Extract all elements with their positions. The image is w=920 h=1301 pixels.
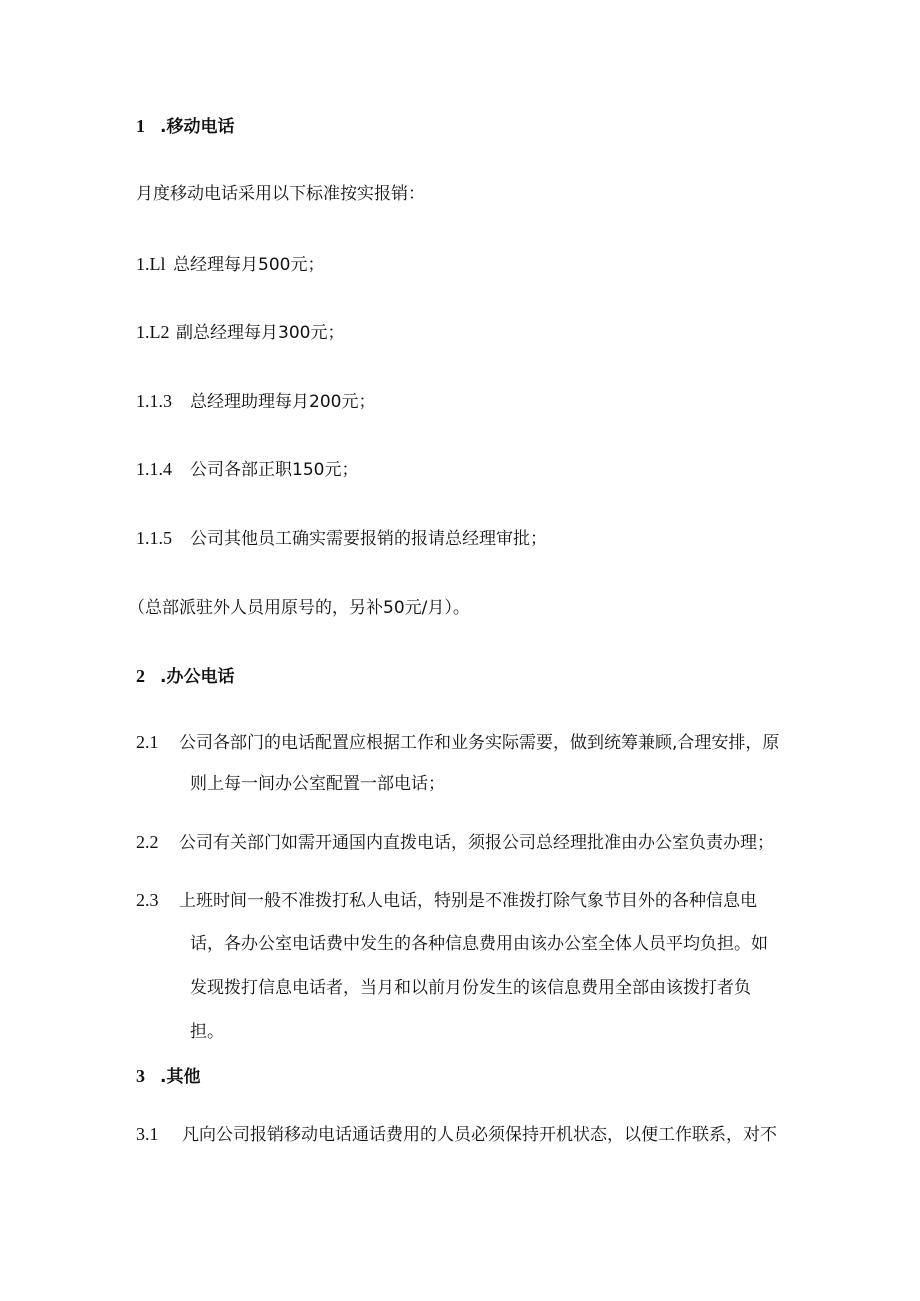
item-text: 总经理每月500元；	[173, 255, 325, 275]
section-title: .移动电话	[160, 117, 235, 137]
item-number: 1.L2	[136, 322, 170, 342]
item-text: 公司其他员工确实需要报销的报请总经理审批；	[190, 529, 547, 549]
section-number: 3	[136, 1066, 145, 1086]
item-text: 总经理助理每月200元；	[190, 392, 376, 412]
item-number: 1.Ll	[136, 254, 166, 274]
item-number: 1.1.3	[136, 391, 172, 411]
section-number: 1	[136, 116, 145, 136]
section-1-heading	[136, 114, 234, 139]
item-number: 2.2	[136, 832, 159, 852]
section-1-intro: 月度移动电话采用以下标准按实报销：	[136, 184, 425, 204]
list-item	[136, 526, 547, 551]
item-text: 凡向公司报销移动电话通话费用的人员必须保持开机状态，以便工作联系，对不	[182, 1125, 777, 1145]
section-title: .其他	[160, 1067, 201, 1087]
item-text: 上班时间一般不准拨打私人电话，特别是不准拨打除气象节目外的各种信息电	[179, 891, 757, 911]
item-continuation: 则上每一间办公室配置一部电话；	[190, 774, 445, 794]
item-continuation: 担。	[190, 1022, 224, 1042]
list-item	[136, 252, 324, 277]
item-number: 2.3	[136, 890, 159, 910]
item-continuation: 话，各办公室电话费中发生的各种信息费用由该办公室全体人员平均负担。如	[190, 934, 768, 954]
section-2-heading	[136, 664, 234, 689]
list-item	[136, 830, 774, 855]
section-title: .办公电话	[160, 667, 235, 687]
section-1-note: （总部派驻外人员用原号的，另补50元/月）。	[128, 598, 470, 618]
item-number: 1.1.4	[136, 459, 172, 479]
section-3-heading	[136, 1064, 200, 1089]
list-item	[136, 730, 779, 755]
item-continuation: 发现拨打信息电话者，当月和以前月份发生的该信息费用全部由该拨打者负	[190, 978, 751, 998]
item-number: 2.1	[136, 732, 159, 752]
item-number: 1.1.5	[136, 528, 172, 548]
list-item	[136, 888, 757, 913]
list-item	[136, 320, 344, 345]
item-text: 公司各部门的电话配置应根据工作和业务实际需要，做到统筹兼顾,合理安排，原	[179, 733, 780, 753]
list-item	[136, 1122, 777, 1147]
list-item	[136, 457, 358, 482]
item-text: 副总经理每月300元；	[176, 323, 345, 343]
item-text: 公司有关部门如需开通国内直拨电话，须报公司总经理批准由办公室负责办理；	[179, 833, 774, 853]
item-number: 3.1	[136, 1124, 159, 1144]
list-item	[136, 389, 375, 414]
item-text: 公司各部正职150元；	[190, 460, 359, 480]
section-number: 2	[136, 666, 145, 686]
